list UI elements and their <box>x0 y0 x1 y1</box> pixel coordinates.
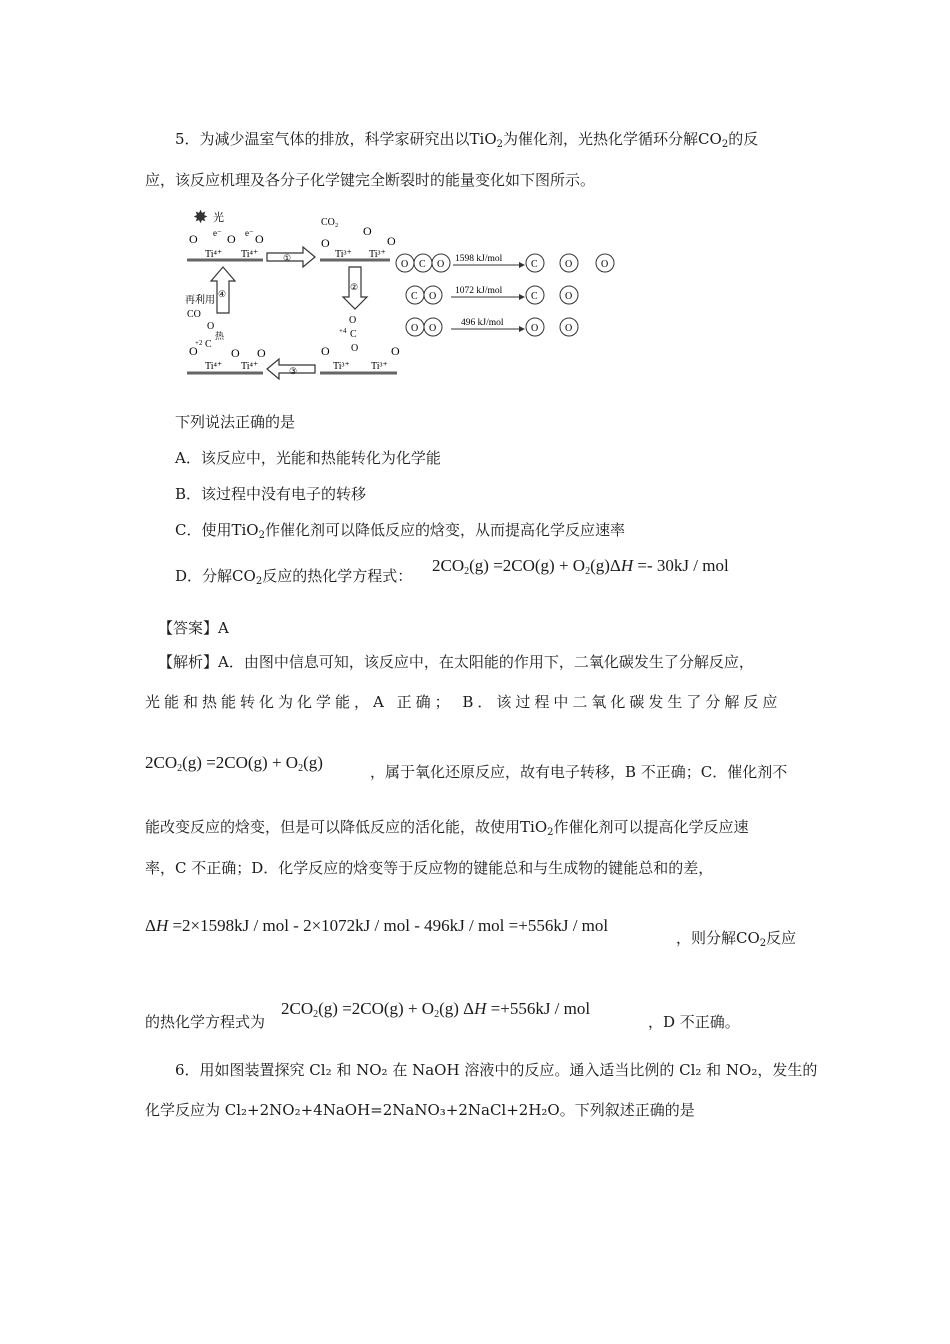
svg-text:O: O <box>387 234 396 248</box>
svg-text:O: O <box>321 236 330 250</box>
mechanism-diagram <box>185 205 625 385</box>
svg-text:O: O <box>391 344 400 358</box>
answer: 【答案】A <box>158 619 229 637</box>
svg-text:C: C <box>350 329 357 340</box>
svg-text:CO₂: CO₂ <box>321 217 339 228</box>
q5-stem-line1: 5．为减少温室气体的排放，科学家研究出以TiO$_2$为催化剂，光热化学循环分解$CO_2$的反 <box>175 130 759 150</box>
analysis-line4: 能改变反应的焓变，但是可以降低反应的活化能，故使用TiO$_2$作催化剂可以提高化学反应速 <box>145 818 749 838</box>
svg-text:O: O <box>565 259 573 270</box>
analysis-line7-end: ，D 不正确。 <box>648 1013 740 1031</box>
arrow-step-2 <box>343 267 367 309</box>
analysis-line3: ，属于氧化还原反应，故有电子转移，B 不正确；C．催化剂不 <box>370 763 788 781</box>
svg-text:①: ① <box>283 253 292 263</box>
svg-text:C: C <box>419 259 426 270</box>
svg-text:1598 kJ/mol: 1598 kJ/mol <box>455 254 503 264</box>
option-d-equation: $2CO_2(g) =2CO(g) + O_2(g)\Delta H =- 30kJ$ / mol <box>432 556 729 577</box>
svg-text:CO: CO <box>187 309 201 320</box>
svg-text:O: O <box>189 232 198 246</box>
svg-text:Ti⁴⁺: Ti⁴⁺ <box>241 249 259 260</box>
svg-text:O: O <box>531 323 539 334</box>
arrow-step-3 <box>267 359 315 379</box>
svg-text:Ti⁴⁺: Ti⁴⁺ <box>205 249 223 260</box>
svg-text:②: ② <box>350 282 359 292</box>
analysis-equation-1: $2CO_2(g) =2CO(g) + O_2(g)$ <box>145 753 323 774</box>
svg-text:Ti³⁺: Ti³⁺ <box>335 249 352 260</box>
svg-text:O: O <box>349 315 357 326</box>
svg-text:④: ④ <box>218 289 227 299</box>
option-d[interactable]: D．分解$CO_2$反应的热化学方程式： <box>175 567 413 587</box>
svg-text:O: O <box>601 259 609 270</box>
analysis-line1: 【解析】A．由图中信息可知，该反应中，在太阳能的作用下，二氧化碳发生了分解反应， <box>158 653 754 671</box>
q6-stem-line1: 6．用如图装置探究 Cl₂ 和 NO₂ 在 NaOH 溶液中的反应。通入适当比例的 Cl₂ 和 NO₂，发生的 <box>175 1061 818 1079</box>
svg-text:O: O <box>321 344 330 358</box>
sun-icon: ✸ <box>193 207 209 227</box>
svg-text:光: 光 <box>213 212 224 224</box>
svg-text:Ti⁴⁺: Ti⁴⁺ <box>241 361 259 372</box>
svg-text:+2: +2 <box>195 339 203 347</box>
analysis-line5: 率，C 不正确；D．化学反应的焓变等于反应物的键能总和与生成物的键能总和的差， <box>145 859 714 877</box>
svg-text:O: O <box>231 346 240 360</box>
svg-text:O: O <box>255 232 264 246</box>
q6-stem-line2: 化学反应为 Cl₂+2NO₂+4NaOH=2NaNO₃+2NaCl+2H₂O。下列叙述正确的是 <box>145 1101 695 1119</box>
analysis-line6: ，则分解$CO_2$反应 <box>676 929 797 949</box>
arrow-step-1 <box>267 247 315 267</box>
svg-text:再利用: 再利用 <box>185 295 215 306</box>
svg-text:C: C <box>411 291 418 302</box>
svg-text:O: O <box>401 259 409 270</box>
svg-text:O: O <box>227 232 236 246</box>
svg-text:O: O <box>437 259 445 270</box>
svg-text:C: C <box>531 259 538 270</box>
analysis-equation-2: ΔH =2×1598kJ / mol - 2×1072kJ / mol - 496kJ / mol =+556kJ / mol <box>145 916 609 935</box>
option-c[interactable]: C．使用TiO$_2$作催化剂可以降低反应的焓变，从而提高化学反应速率 <box>175 521 625 541</box>
analysis-line2: 光能和热能转化为化学能，A 正确； B．该过程中二氧化碳发生了分解反应 <box>145 693 782 711</box>
svg-text:O: O <box>207 321 215 332</box>
svg-text:③: ③ <box>289 366 298 376</box>
bond-energy-co2 <box>396 254 614 272</box>
svg-text:+4: +4 <box>339 327 347 335</box>
co2-formula: $CO_2$ <box>698 130 729 150</box>
option-a[interactable]: A．该反应中，光能和热能转化为化学能 <box>175 449 441 467</box>
svg-text:e⁻: e⁻ <box>245 228 254 238</box>
q5-prompt: 下列说法正确的是 <box>175 413 296 431</box>
svg-text:O: O <box>565 291 573 302</box>
svg-text:O: O <box>351 343 359 354</box>
svg-text:Ti³⁺: Ti³⁺ <box>369 249 386 260</box>
svg-text:O: O <box>363 224 372 238</box>
svg-text:O: O <box>565 323 573 334</box>
svg-text:C: C <box>531 291 538 302</box>
option-b[interactable]: B．该过程中没有电子的转移 <box>175 485 367 503</box>
svg-text:Ti³⁺: Ti³⁺ <box>333 361 350 372</box>
analysis-equation-3: $2CO_2(g) =2CO(g) + O_2(g)$ ΔH =+556kJ / mol <box>281 999 591 1020</box>
svg-text:Ti⁴⁺: Ti⁴⁺ <box>205 361 223 372</box>
svg-text:O: O <box>411 323 419 334</box>
svg-text:C: C <box>205 339 212 350</box>
svg-text:O: O <box>429 291 437 302</box>
svg-text:O: O <box>189 344 198 358</box>
svg-text:e⁻: e⁻ <box>213 228 222 238</box>
tio2-formula: TiO$_2$ <box>469 130 504 150</box>
svg-text:热: 热 <box>215 331 225 341</box>
svg-text:496 kJ/mol: 496 kJ/mol <box>461 318 504 328</box>
arrow-step-4 <box>211 267 235 313</box>
svg-text:1072 kJ/mol: 1072 kJ/mol <box>455 286 503 296</box>
svg-text:Ti³⁺: Ti³⁺ <box>371 361 388 372</box>
svg-text:O: O <box>257 346 266 360</box>
analysis-line7: 的热化学方程式为 <box>145 1013 266 1031</box>
svg-text:O: O <box>429 323 437 334</box>
q5-stem-line2: 应，该反应机理及各分子化学键完全断裂时的能量变化如下图所示。 <box>145 171 596 189</box>
